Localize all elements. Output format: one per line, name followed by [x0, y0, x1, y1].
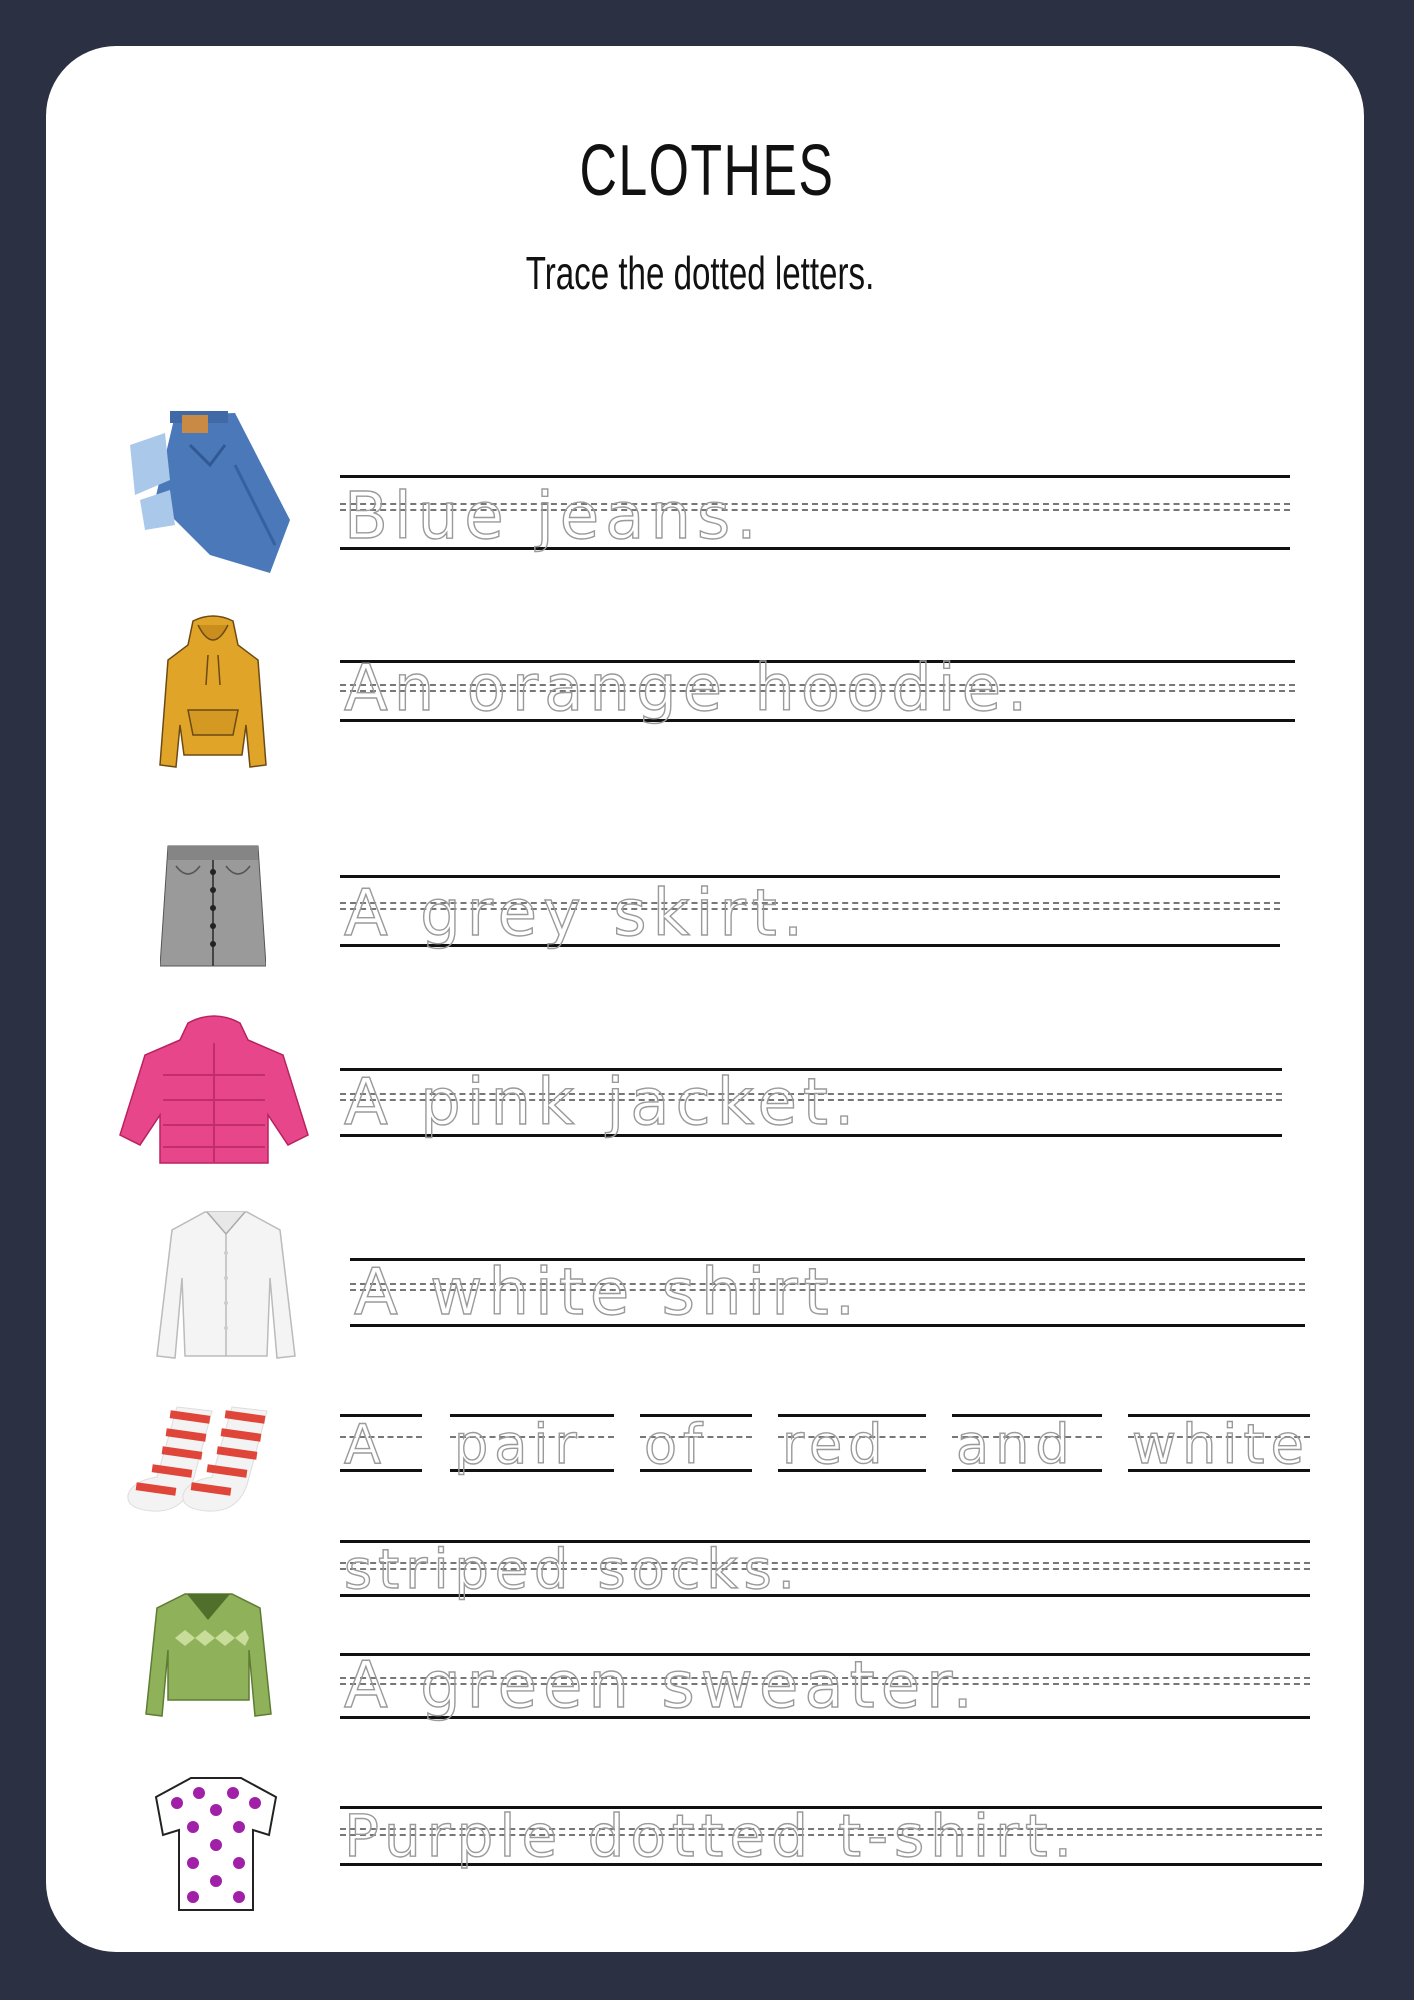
- trace-text-6b: striped socks.: [344, 1538, 801, 1601]
- trace-line-2[interactable]: [340, 652, 1295, 726]
- word-box-4: [778, 1413, 926, 1476]
- trace-line-6b[interactable]: [340, 1538, 1310, 1601]
- word-box-2: [450, 1413, 614, 1476]
- trace-word-6: white: [1132, 1413, 1310, 1476]
- blue-jeans-image: [125, 405, 295, 575]
- green-sweater-image: [145, 1590, 272, 1718]
- trace-line-6a[interactable]: [340, 1413, 1310, 1476]
- trace-text-1: Blue jeans.: [344, 480, 763, 554]
- pink-jacket-image: [118, 1015, 310, 1167]
- word-box-6: [1128, 1413, 1310, 1476]
- trace-text-4: A pink jacket.: [344, 1066, 861, 1140]
- trace-line-5[interactable]: [350, 1256, 1305, 1330]
- trace-word-4: red: [782, 1413, 889, 1476]
- trace-line-1[interactable]: [340, 475, 1290, 554]
- trace-text-3: A grey skirt.: [344, 877, 810, 951]
- orange-hoodie-image: [158, 615, 268, 775]
- trace-word-2: pair: [454, 1413, 583, 1476]
- purple-dotted-tshirt-image: [153, 1775, 279, 1913]
- trace-text-8: Purple dotted t-shirt.: [344, 1802, 1079, 1870]
- trace-line-8[interactable]: [340, 1802, 1322, 1870]
- trace-line-4[interactable]: [340, 1066, 1282, 1140]
- worksheet-title: CLOTHES: [579, 131, 835, 211]
- trace-line-7[interactable]: [340, 1649, 1310, 1723]
- white-shirt-image: [155, 1208, 297, 1360]
- word-box-1: [340, 1413, 422, 1476]
- worksheet-instruction: Trace the dotted letters.: [525, 247, 875, 299]
- trace-text-7: A green sweater.: [344, 1649, 979, 1723]
- trace-line-3[interactable]: [340, 875, 1280, 951]
- trace-word-1: A: [344, 1413, 387, 1476]
- trace-text-5: A white shirt.: [354, 1256, 862, 1330]
- trace-word-5: and: [956, 1413, 1076, 1476]
- striped-socks-image: [122, 1405, 277, 1515]
- trace-text-2: An orange hoodie.: [344, 652, 1034, 726]
- word-box-3: [640, 1413, 752, 1476]
- trace-word-3: of: [644, 1413, 709, 1476]
- word-box-5: [952, 1413, 1102, 1476]
- grey-skirt-image: [160, 842, 266, 968]
